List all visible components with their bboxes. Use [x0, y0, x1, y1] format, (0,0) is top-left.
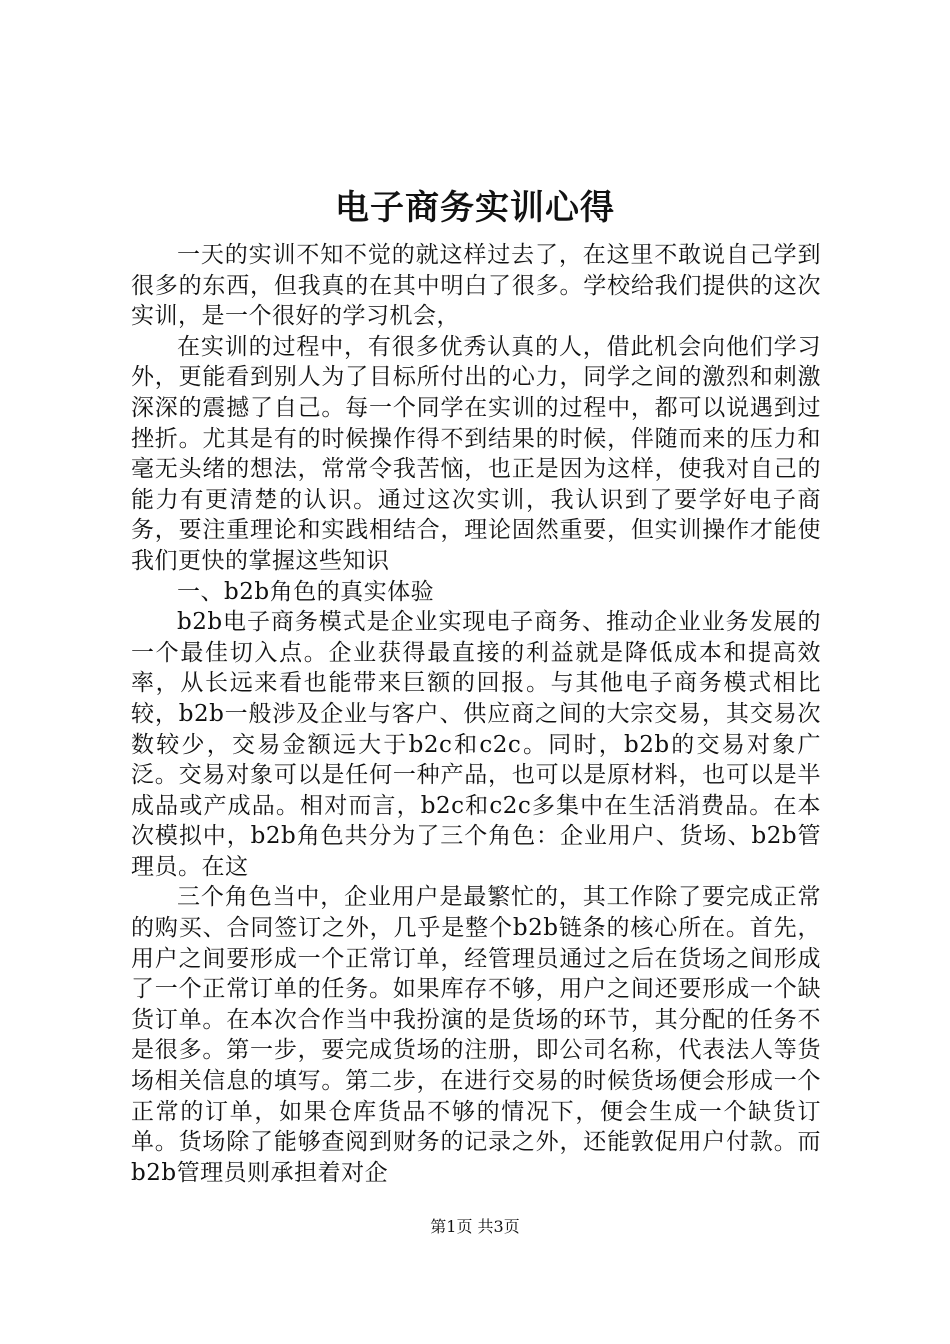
- section-heading: 一、b2b角色的真实体验: [177, 578, 435, 605]
- page-footer: 第1页 共3页: [430, 1217, 520, 1236]
- paragraph: 三个角色当中，企业用户是最繁忙的，其工作除了要完成正常的购买、合同签订之外，几乎是整个b2b链条的核心所在。首先，用户之间要形成一个正常订单，经管理员通过之后在货场之间形成了一个正常订单的任务。如果库存不够，用户之间还要形成一个缺货订单。在本次合作当中我扮演的是货场的环节，其分配的任务不是很多。第一步，要完成货场的注册，即公司名称，代表法人等货场相关信息的填写。第二步，在进行交易的时候货场便会形成一个正常的订单，如果仓库货品不够的情况下，便会生成一个缺货订单。货场除了能够查阅到财务的记录之外，还能敦促用户付款。而b2b管理员则承担着对企: [131, 884, 821, 1186]
- paragraph: 一天的实训不知不觉的就这样过去了，在这里不敢说自己学到很多的东西，但我真的在其中明白了很多。学校给我们提供的这次实训，是一个很好的学习机会，: [131, 242, 821, 330]
- paragraph: 在实训的过程中，有很多优秀认真的人，借此机会向他们学习外，更能看到别人为了目标所付出的心力，同学之间的激烈和刺激深深的震撼了自己。每一个同学在实训的过程中，都可以说遇到过挫折。尤其是有的时候操作得不到结果的时候，伴随而来的压力和毫无头绪的想法，常常令我苦恼，也正是因为这样，使我对自己的能力有更清楚的认识。通过这次实训，我认识到了要学好电子商务，要注重理论和实践相结合，理论固然重要，但实训操作才能使我们更快的掌握这些知识: [131, 333, 821, 574]
- paragraph: b2b电子商务模式是企业实现电子商务、推动企业业务发展的一个最佳切入点。企业获得最直接的利益就是降低成本和提高效率，从长远来看也能带来巨额的回报。与其他电子商务模式相比较，b2b一般涉及企业与客户、供应商之间的大宗交易，其交易次数较少，交易金额远大于b2c和c2c。同时，b2b的交易对象广泛。交易对象可以是任何一种产品，也可以是原材料，也可以是半成品或产成品。相对而言，b2c和c2c多集中在生活消费品。在本次模拟中，b2b角色共分为了三个角色：企业用户、货场、b2b管理员。在这: [131, 609, 821, 880]
- document-title: 电子商务实训心得: [335, 188, 615, 228]
- document-body: [131, 240, 821, 1188]
